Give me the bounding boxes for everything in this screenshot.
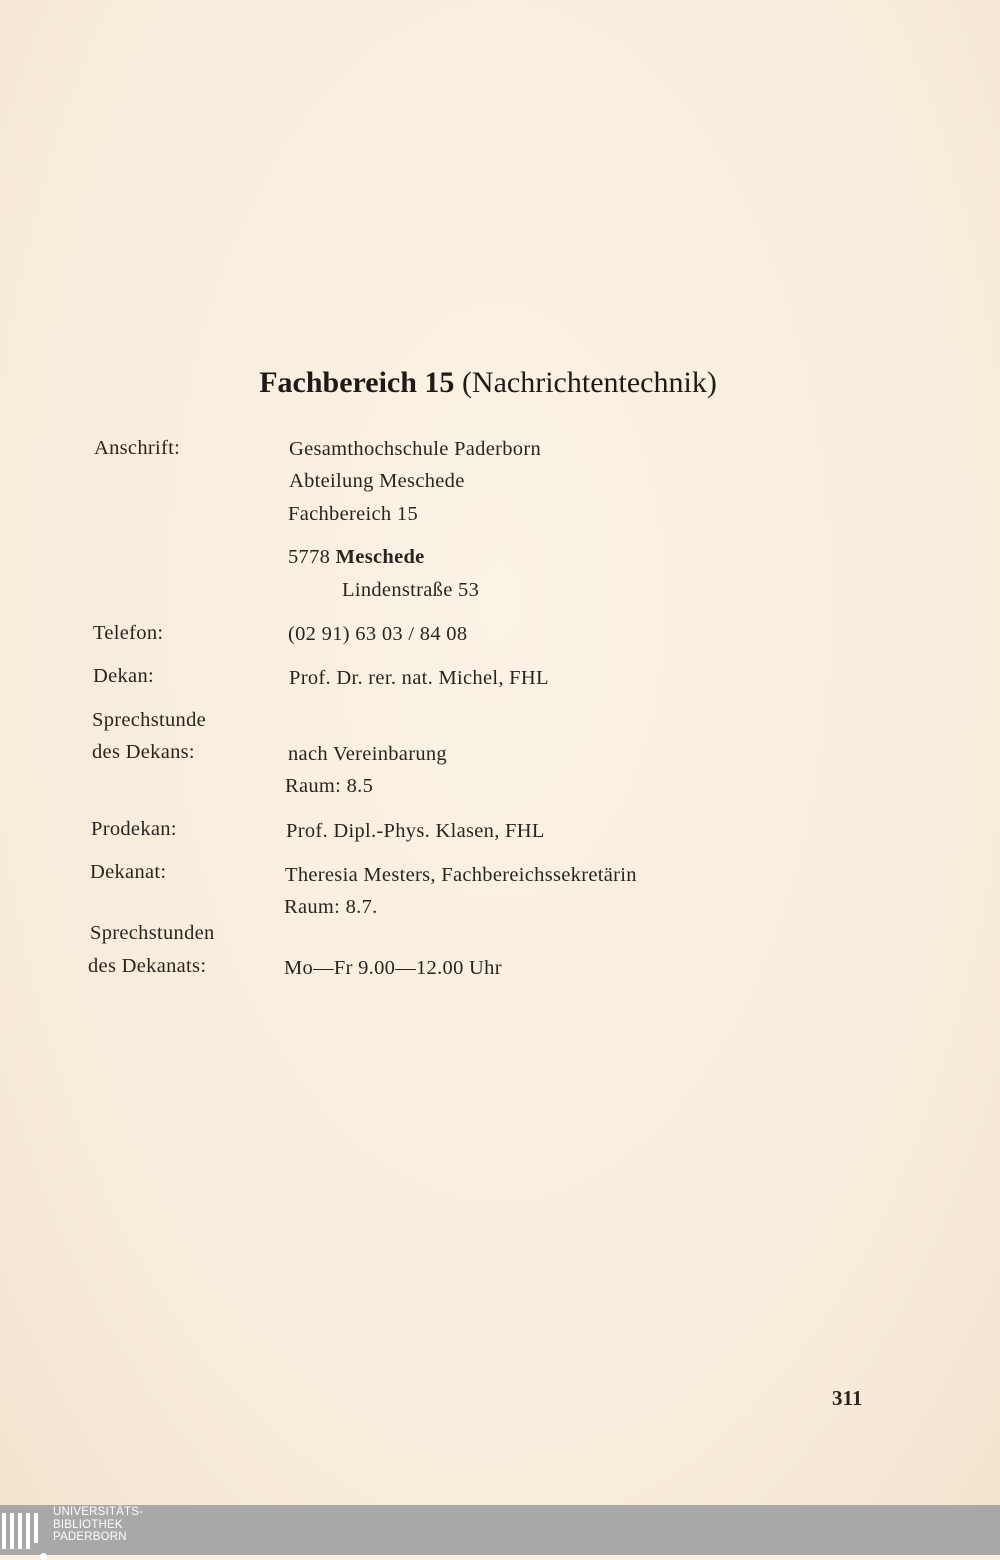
postal-code: 5778 [288,546,331,568]
prodekan-label: Prodekan: [91,818,177,840]
telefon-value: (02 91) 63 03 / 84 08 [288,623,468,645]
sprechstunden-label-line1: Sprechstunden [90,922,215,944]
sprechstunde-label-line1: Sprechstunde [92,709,207,731]
sprechstunde-raum: Raum: 8.5 [285,775,374,797]
sprechstunden-label-line2: des Dekanats: [88,955,207,977]
city: Meschede [335,546,425,568]
dekan-value: Prof. Dr. rer. nat. Michel, FHL [289,667,549,689]
dekanat-raum: Raum: 8.7. [284,896,378,918]
sprechstunde-label-line2: des Dekans: [92,741,195,763]
street: Lindenstraße 53 [342,579,480,601]
anschrift-line3: Fachbereich 15 [288,503,418,525]
logo-line1: UNIVERSITÄTS- [53,1506,144,1518]
postal-code-city [288,544,425,570]
logo-line2: BIBLIOTHEK [53,1518,123,1531]
telefon-label: Telefon: [93,622,164,644]
library-logo-icon [2,1513,48,1553]
title-bold: Fachbereich 15 [259,366,455,399]
dekanat-value: Theresia Mesters, Fachbereichssekretärin [285,864,637,886]
page-number: 311 [832,1386,863,1410]
prodekan-value: Prof. Dipl.-Phys. Klasen, FHL [286,820,545,842]
library-logo-text [53,1506,143,1544]
library-footer-bar [0,1505,1000,1555]
dekan-label: Dekan: [93,665,154,687]
anschrift-line1: Gesamthochschule Paderborn [289,438,542,460]
sprechstunde-value: nach Vereinbarung [288,743,447,765]
logo-line3: PADERBORN [53,1531,127,1543]
dekanat-label: Dekanat: [90,861,167,883]
sprechstunden-value: Mo—Fr 9.00—12.00 Uhr [284,957,502,979]
anschrift-label: Anschrift: [94,437,181,459]
page-title [0,366,976,400]
title-rest: (Nachrichtentechnik) [454,366,717,399]
anschrift-line2: Abteilung Meschede [289,470,465,492]
